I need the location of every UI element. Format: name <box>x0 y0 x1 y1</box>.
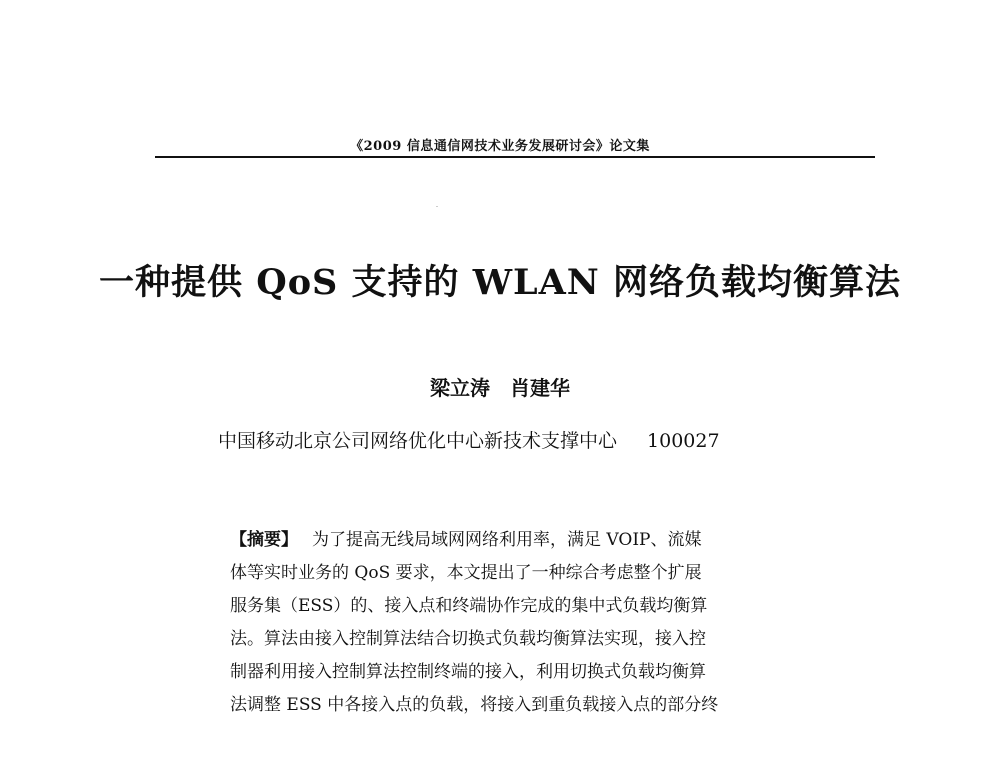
affiliation-postcode: 100027 <box>647 430 720 452</box>
scan-speck <box>436 206 438 207</box>
affiliation-organization: 中国移动北京公司网络优化中心新技术支撑中心 <box>218 430 618 452</box>
affiliation <box>218 426 720 453</box>
running-header: 《2009 信息通信网技术业务发展研讨会》论文集 <box>350 139 650 154</box>
abstract <box>230 524 815 722</box>
abstract-label: 【摘要】 <box>230 530 298 550</box>
abstract-line: 法。算法由接入控制算法结合切换式负载均衡算法实现，接入控 <box>230 629 706 649</box>
abstract-line: 服务集（ESS）的、接入点和终端协作完成的集中式负载均衡算 <box>230 596 708 616</box>
authors: 梁立涛 肖建华 <box>430 376 570 400</box>
abstract-line: 体等实时业务的 QoS 要求，本文提出了一种综合考虑整个扩展 <box>230 563 702 583</box>
abstract-line <box>230 524 815 557</box>
header-rule <box>155 156 875 158</box>
abstract-line: 制器利用接入控制算法控制终端的接入，利用切换式负载均衡算 <box>230 662 706 682</box>
abstract-line: 法调整 ESS 中各接入点的负载，将接入到重负载接入点的部分终 <box>230 695 719 715</box>
abstract-text: 为了提高无线局域网网络利用率，满足 VOIP、流媒 <box>312 530 702 550</box>
paper-title: 一种提供 QoS 支持的 WLAN 网络负载均衡算法 <box>99 262 901 303</box>
